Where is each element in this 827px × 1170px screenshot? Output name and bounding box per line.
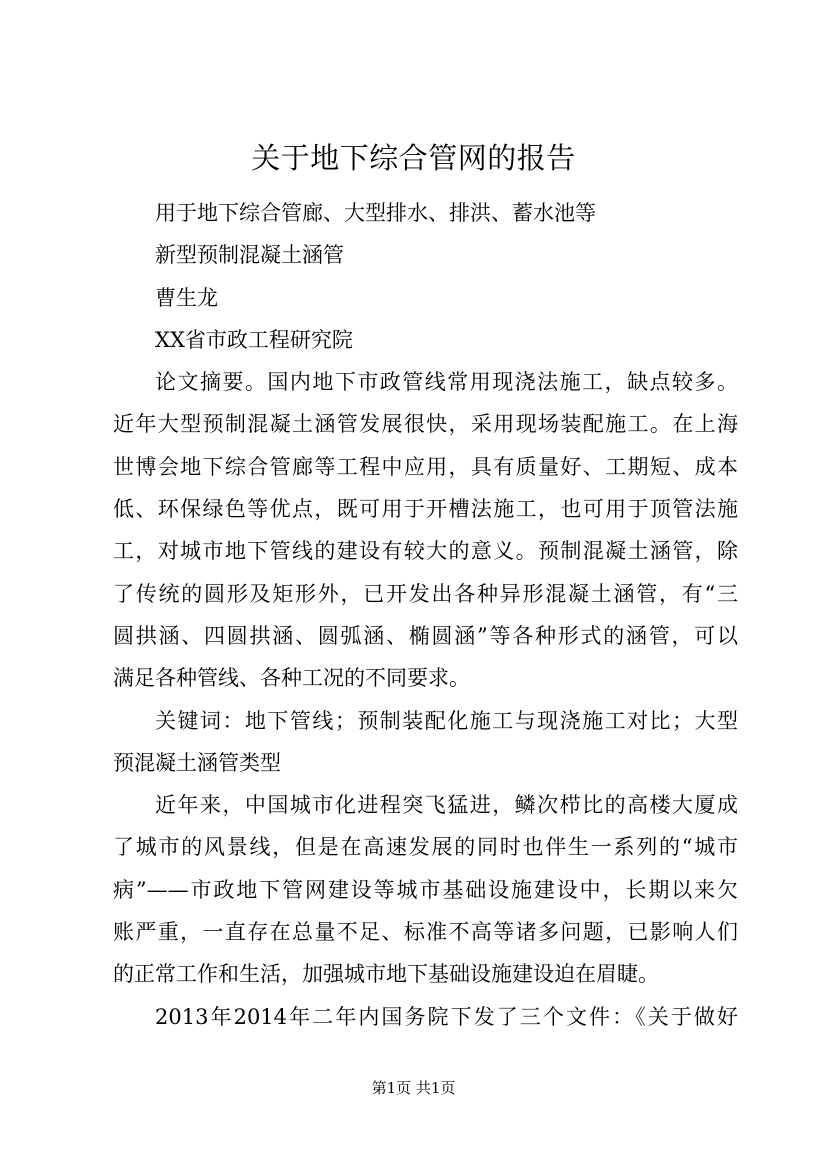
abstract-line: 满足各种管线、各种工况的不同要求。	[113, 666, 470, 691]
paragraph-line: 的正常工作和生活，加强城市地下基础设施建设迫在眉睫。	[113, 962, 659, 987]
keywords-line: 关键词：地下管线；预制装配化施工与现浇施工对比；大型	[155, 708, 738, 733]
author-name: 曹生龙	[155, 285, 218, 310]
paragraph-line: 账严重，一直存在总量不足、标准不高等诸多问题，已影响人们	[113, 920, 738, 945]
subtitle-line-2: 新型预制混凝土涵管	[155, 243, 344, 268]
abstract-line: 低、环保绿色等优点，既可用于开槽法施工，也可用于顶管法施	[113, 497, 738, 522]
abstract-line: 工，对城市地下管线的建设有较大的意义。预制混凝土涵管，除	[113, 539, 738, 564]
paragraph-line: 近年来，中国城市化进程突飞猛进，鳞次栉比的高楼大厦成	[155, 793, 738, 818]
paragraph-line: 2013年2014年二年内国务院下发了三个文件：《关于做好	[155, 1004, 738, 1029]
document-title: 关于地下综合管网的报告	[251, 141, 576, 175]
keywords-line: 预混凝土涵管类型	[113, 750, 281, 775]
subtitle-line-1: 用于地下综合管廊、大型排水、排洪、蓄水池等	[155, 201, 596, 225]
paragraph-line: 了城市的风景线，但是在高速发展的同时也伴生一系列的“城市	[113, 835, 738, 860]
abstract-line: 近年大型预制混凝土涵管发展很快，采用现场装配施工。在上海	[113, 412, 738, 437]
abstract-line: 圆拱涵、四圆拱涵、圆弧涵、椭圆涵”等各种形式的涵管，可以	[113, 623, 738, 648]
page-number-footer: 第1页 共1页	[371, 1079, 456, 1097]
abstract-line: 论文摘要。国内地下市政管线常用现浇法施工，缺点较多。	[155, 370, 738, 395]
author-affiliation: XX省市政工程研究院	[155, 327, 353, 352]
document-body	[113, 192, 738, 1038]
abstract-line: 世博会地下综合管廊等工程中应用，具有质量好、工期短、成本	[113, 454, 738, 479]
paragraph-line: 病”——市政地下管网建设等城市基础设施建设中，长期以来欠	[113, 877, 738, 902]
abstract-line: 了传统的圆形及矩形外，已开发出各种异形混凝土涵管，有“三	[113, 581, 738, 606]
